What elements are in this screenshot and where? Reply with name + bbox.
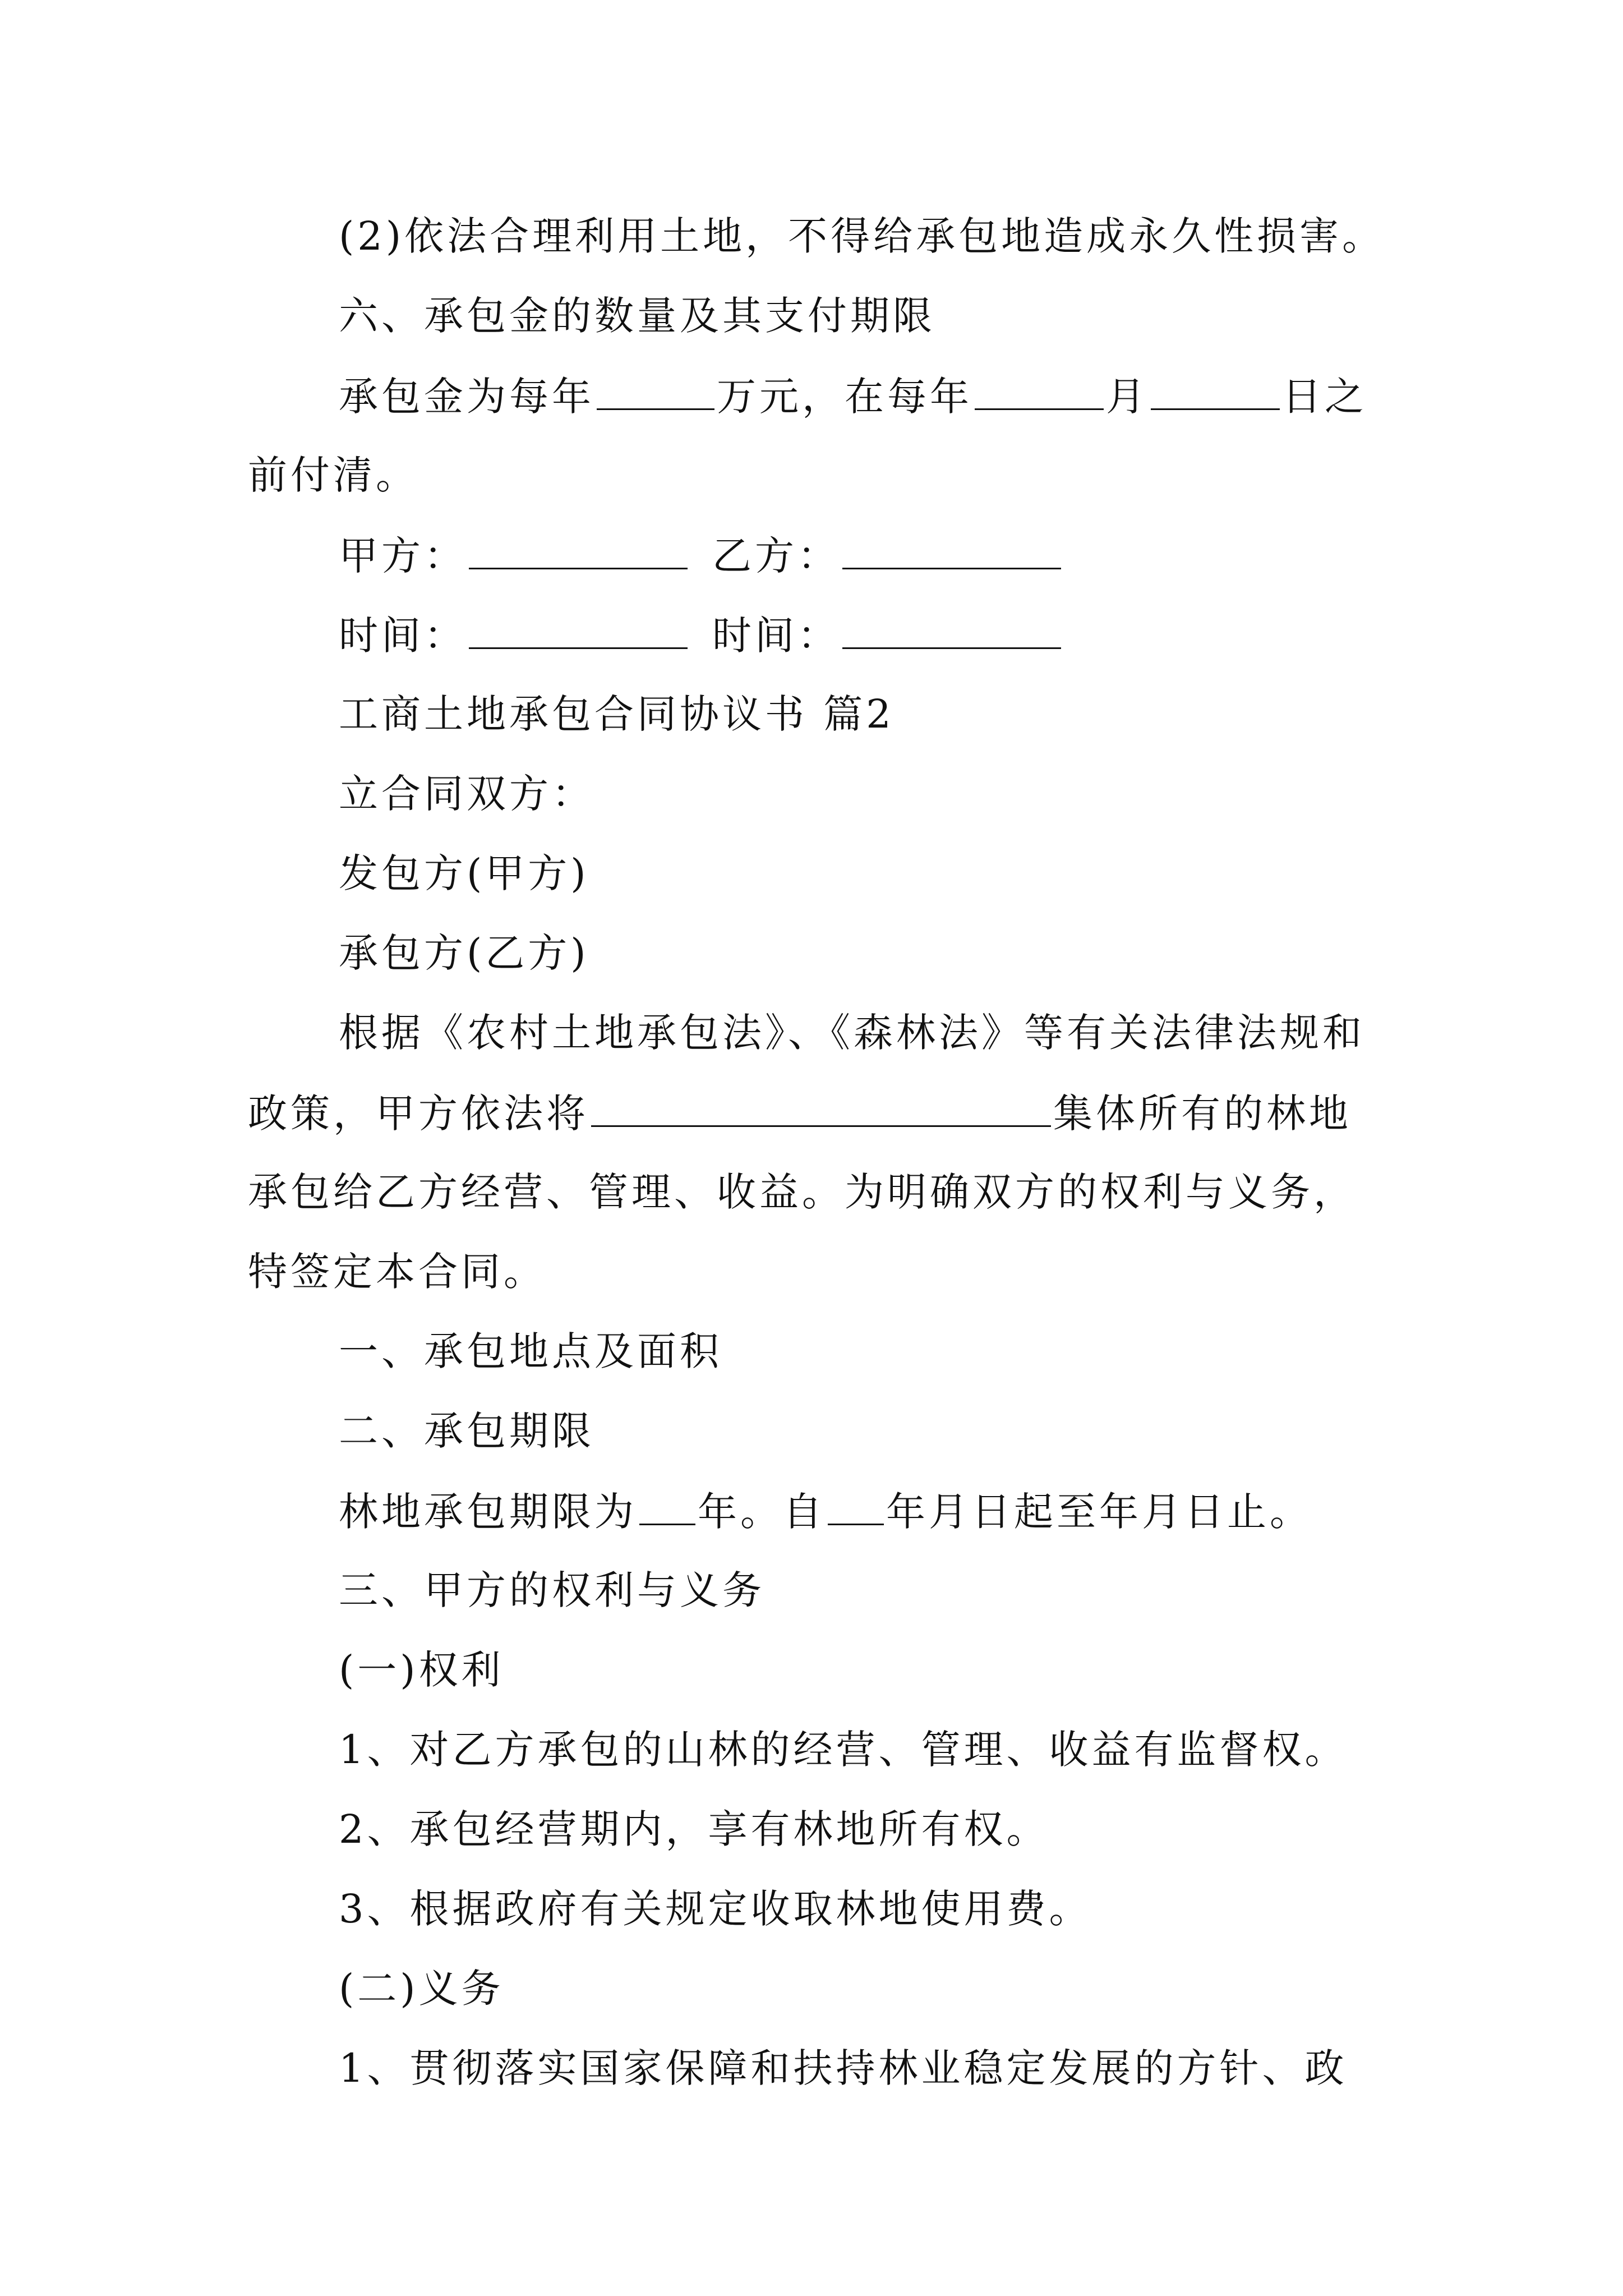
payment-text-4: 日之 (1282, 374, 1367, 420)
rights-item-3: 3、根据政府有关规定收取林地使用费。 (339, 1886, 1092, 1932)
payment-text-1: 承包金为每年 (339, 374, 594, 420)
contract-parties-heading: 立合同双方： (339, 771, 594, 817)
clause-2-text: (2)依法合理利用土地，不得给承包地造成永久性损害。 (339, 213, 1385, 259)
amount-blank (597, 376, 714, 410)
preamble-line-3: 承包给乙方经营、管理、收益。为明确双方的权利与义务， (248, 1169, 1356, 1215)
term-text-1: 林地承包期限为 (339, 1489, 637, 1535)
contractor-party-a: 发包方(甲方) (339, 850, 589, 896)
date-a-blank (469, 615, 688, 649)
preamble-text-1: 政策，甲方依法将 (248, 1091, 589, 1137)
start-year-blank (828, 1491, 884, 1525)
section-3-heading: 三、甲方的权利与义务 (339, 1567, 765, 1613)
preamble-line-2 (248, 1091, 1352, 1137)
preamble-line-1: 根据《农村土地承包法》、《森林法》等有关法律法规和 (339, 1010, 1365, 1056)
date-b-label: 时间： (712, 613, 840, 659)
date-b-blank (842, 615, 1061, 649)
payment-line-cont: 前付清。 (248, 452, 418, 498)
signature-date-line (339, 613, 1063, 659)
payment-line (339, 374, 1367, 420)
party-b-blank (842, 535, 1061, 569)
party-a-blank (469, 535, 688, 569)
section-2-heading: 二、承包期限 (339, 1408, 594, 1454)
preamble-line-4: 特签定本合同。 (248, 1249, 546, 1295)
party-a-label: 甲方： (339, 533, 467, 579)
preamble-text-2: 集体所有的林地 (1053, 1091, 1352, 1137)
date-a-label: 时间： (339, 613, 467, 659)
month-blank (975, 376, 1104, 410)
location-blank (591, 1093, 1051, 1127)
contractor-party-b: 承包方(乙方) (339, 930, 589, 976)
term-text-3: 年月日起至年月日止。 (886, 1489, 1312, 1535)
rights-item-1: 1、对乙方承包的山林的经营、管理、收益有监督权。 (339, 1727, 1348, 1773)
payment-text-2: 万元，在每年 (717, 374, 972, 420)
rights-heading: (一)权利 (339, 1647, 504, 1693)
term-text-2: 年。自 (698, 1489, 826, 1535)
day-blank (1151, 376, 1280, 410)
section-1-heading: 一、承包地点及面积 (339, 1328, 722, 1374)
obligations-heading: (二)义务 (339, 1966, 504, 2012)
rights-item-2: 2、承包经营期内，享有林地所有权。 (339, 1806, 1049, 1852)
obligations-item-1: 1、贯彻落实国家保障和扶持林业稳定发展的方针、政 (339, 2045, 1348, 2091)
section-6-heading: 六、承包金的数量及其支付期限 (339, 293, 935, 339)
party-signature-line (339, 533, 1063, 579)
term-years-blank (639, 1491, 695, 1525)
term-line (339, 1489, 1312, 1535)
payment-text-3: 月 (1106, 374, 1149, 420)
party-b-label: 乙方： (712, 533, 840, 579)
document-title-part-2: 工商土地承包合同协议书 篇2 (339, 691, 895, 737)
